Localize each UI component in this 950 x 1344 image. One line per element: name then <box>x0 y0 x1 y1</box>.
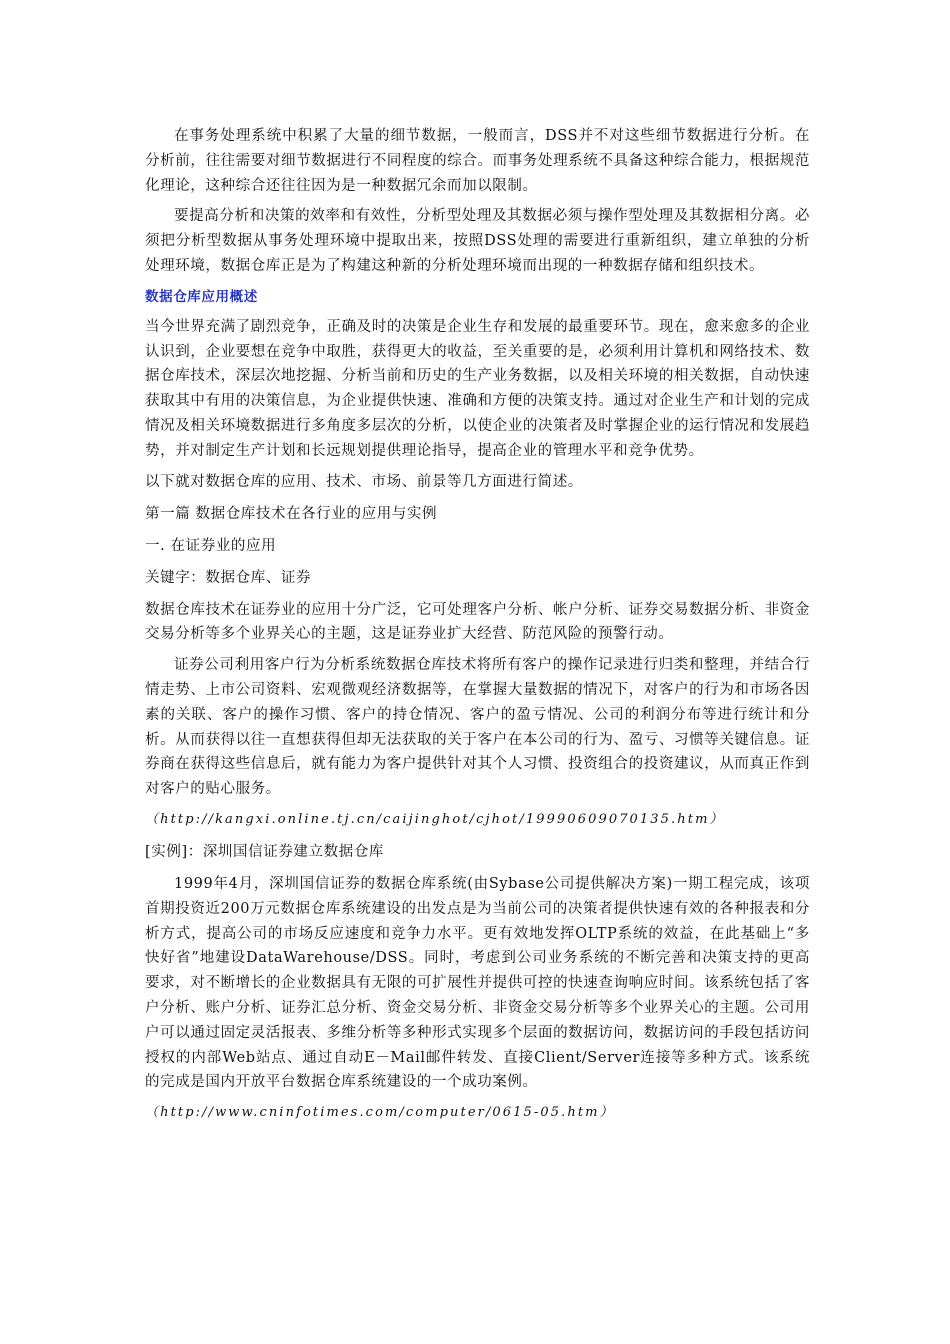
source-link-2[interactable]: （http://www.cninfotimes.com/computer/0615-05.htm） <box>145 1105 615 1121</box>
paragraph-1: 在事务处理系统中积累了大量的细节数据，一般而言，DSS并不对这些细节数据进行分析。在分析前，往往需要对细节数据进行不同程度的综合。而事务处理系统不具备这种综合能力，根据规范化理论，这种综合还往往因为是一种数据冗余而加以限制。 <box>145 128 810 194</box>
chapter-title: 一. 在证券业的应用 <box>145 537 277 554</box>
paragraph-4: 以下就对数据仓库的应用、技术、市场、前景等几方面进行简述。 <box>145 473 583 490</box>
part-title: 第一篇 数据仓库技术在各行业的应用与实例 <box>145 505 438 522</box>
keywords-line: 关键字：数据仓库、证券 <box>145 569 312 586</box>
document-page <box>145 124 810 1133</box>
paragraph-6: 证券公司利用客户行为分析系统数据仓库技术将所有客户的操作记录进行归类和整理，并结合行情走势、上市公司资料、宏观微观经济数据等，在掌握大量数据的情况下，对客户的行为和市场各因素的关联、客户的操作习惯、客户的持仓情况、客户的盈亏情况、公司的利润分布等进行统计和分析。从而获得以往一直想获得但却无法获取的关于客户在本公司的行为、盈亏、习惯等关键信息。证券商在获得这些信息后，就有能力为客户提供针对其个人习惯、投资组合的投资建议，从而真正作到对客户的贴心服务。 <box>145 657 810 798</box>
paragraph-5: 数据仓库技术在证券业的应用十分广泛，它可处理客户分析、帐户分析、证券交易数据分析、非资金交易分析等多个业界关心的主题，这是证券业扩大经营、防范风险的预警行动。 <box>145 601 810 643</box>
paragraph-7: 1999年4月，深圳国信证券的数据仓库系统(由Sybase公司提供解决方案)一期工程完成，该项首期投资近200万元数据仓库系统建设的出发点是为当前公司的决策者提供快速有效的各种报表和分析方式，提高公司的市场反应速度和竞争力水平。更有效地发挥OLTP系统的效益，在此基础上“多快好省”地建设DataWarehouse/DSS。同时，考虑到公司业务系统的不断完善和决策支持的更高要求，对不断增长的企业数据具有无限的可扩展性并提供可控的快速查询响应时间。该系统包括了客户分析、账户分析、证券汇总分析、资金交易分析、非资金交易分析等多个业界关心的主题。公司用户可以通过固定灵活报表、多维分析等多种形式实现多个层面的数据访问，数据访问的手段包括访问授权的内部Web站点、通过自动E－Mail邮件转发、直接Client/Server连接等多种方式。该系统的完成是国内开放平台数据仓库系统建设的一个成功案例。 <box>145 875 810 1091</box>
paragraph-2: 要提高分析和决策的效率和有效性，分析型处理及其数据必须与操作型处理及其数据相分离。必须把分析型数据从事务处理环境中提取出来，按照DSS处理的需要进行重新组织，建立单独的分析处理环境，数据仓库正是为了构建这种新的分析处理环境而出现的一种数据存储和组织技术。 <box>145 208 810 274</box>
example-title: [实例]：深圳国信证券建立数据仓库 <box>145 843 385 860</box>
paragraph-3: 当今世界充满了剧烈竞争，正确及时的决策是企业生存和发展的最重要环节。现在，愈来愈多的企业认识到，企业要想在竞争中取胜，获得更大的收益，至关重要的是，必须利用计算机和网络技术、数据仓库技术，深层次地挖掘、分析当前和历史的生产业务数据，以及相关环境的相关数据，自动快速获取其中有用的决策信息，为企业提供快速、准确和方便的决策支持。通过对企业生产和计划的完成情况及相关环境数据进行多角度多层次的分析，以使企业的决策者及时掌握企业的运行情况和发展趋势，并对制定生产计划和长远规划提供理论指导，提高企业的管理水平和竞争优势。 <box>145 318 810 459</box>
source-link-1[interactable]: （http://kangxi.online.tj.cn/caijinghot/cjhot/19990609070135.htm） <box>145 811 725 827</box>
section-heading: 数据仓库应用概述 <box>145 288 258 305</box>
